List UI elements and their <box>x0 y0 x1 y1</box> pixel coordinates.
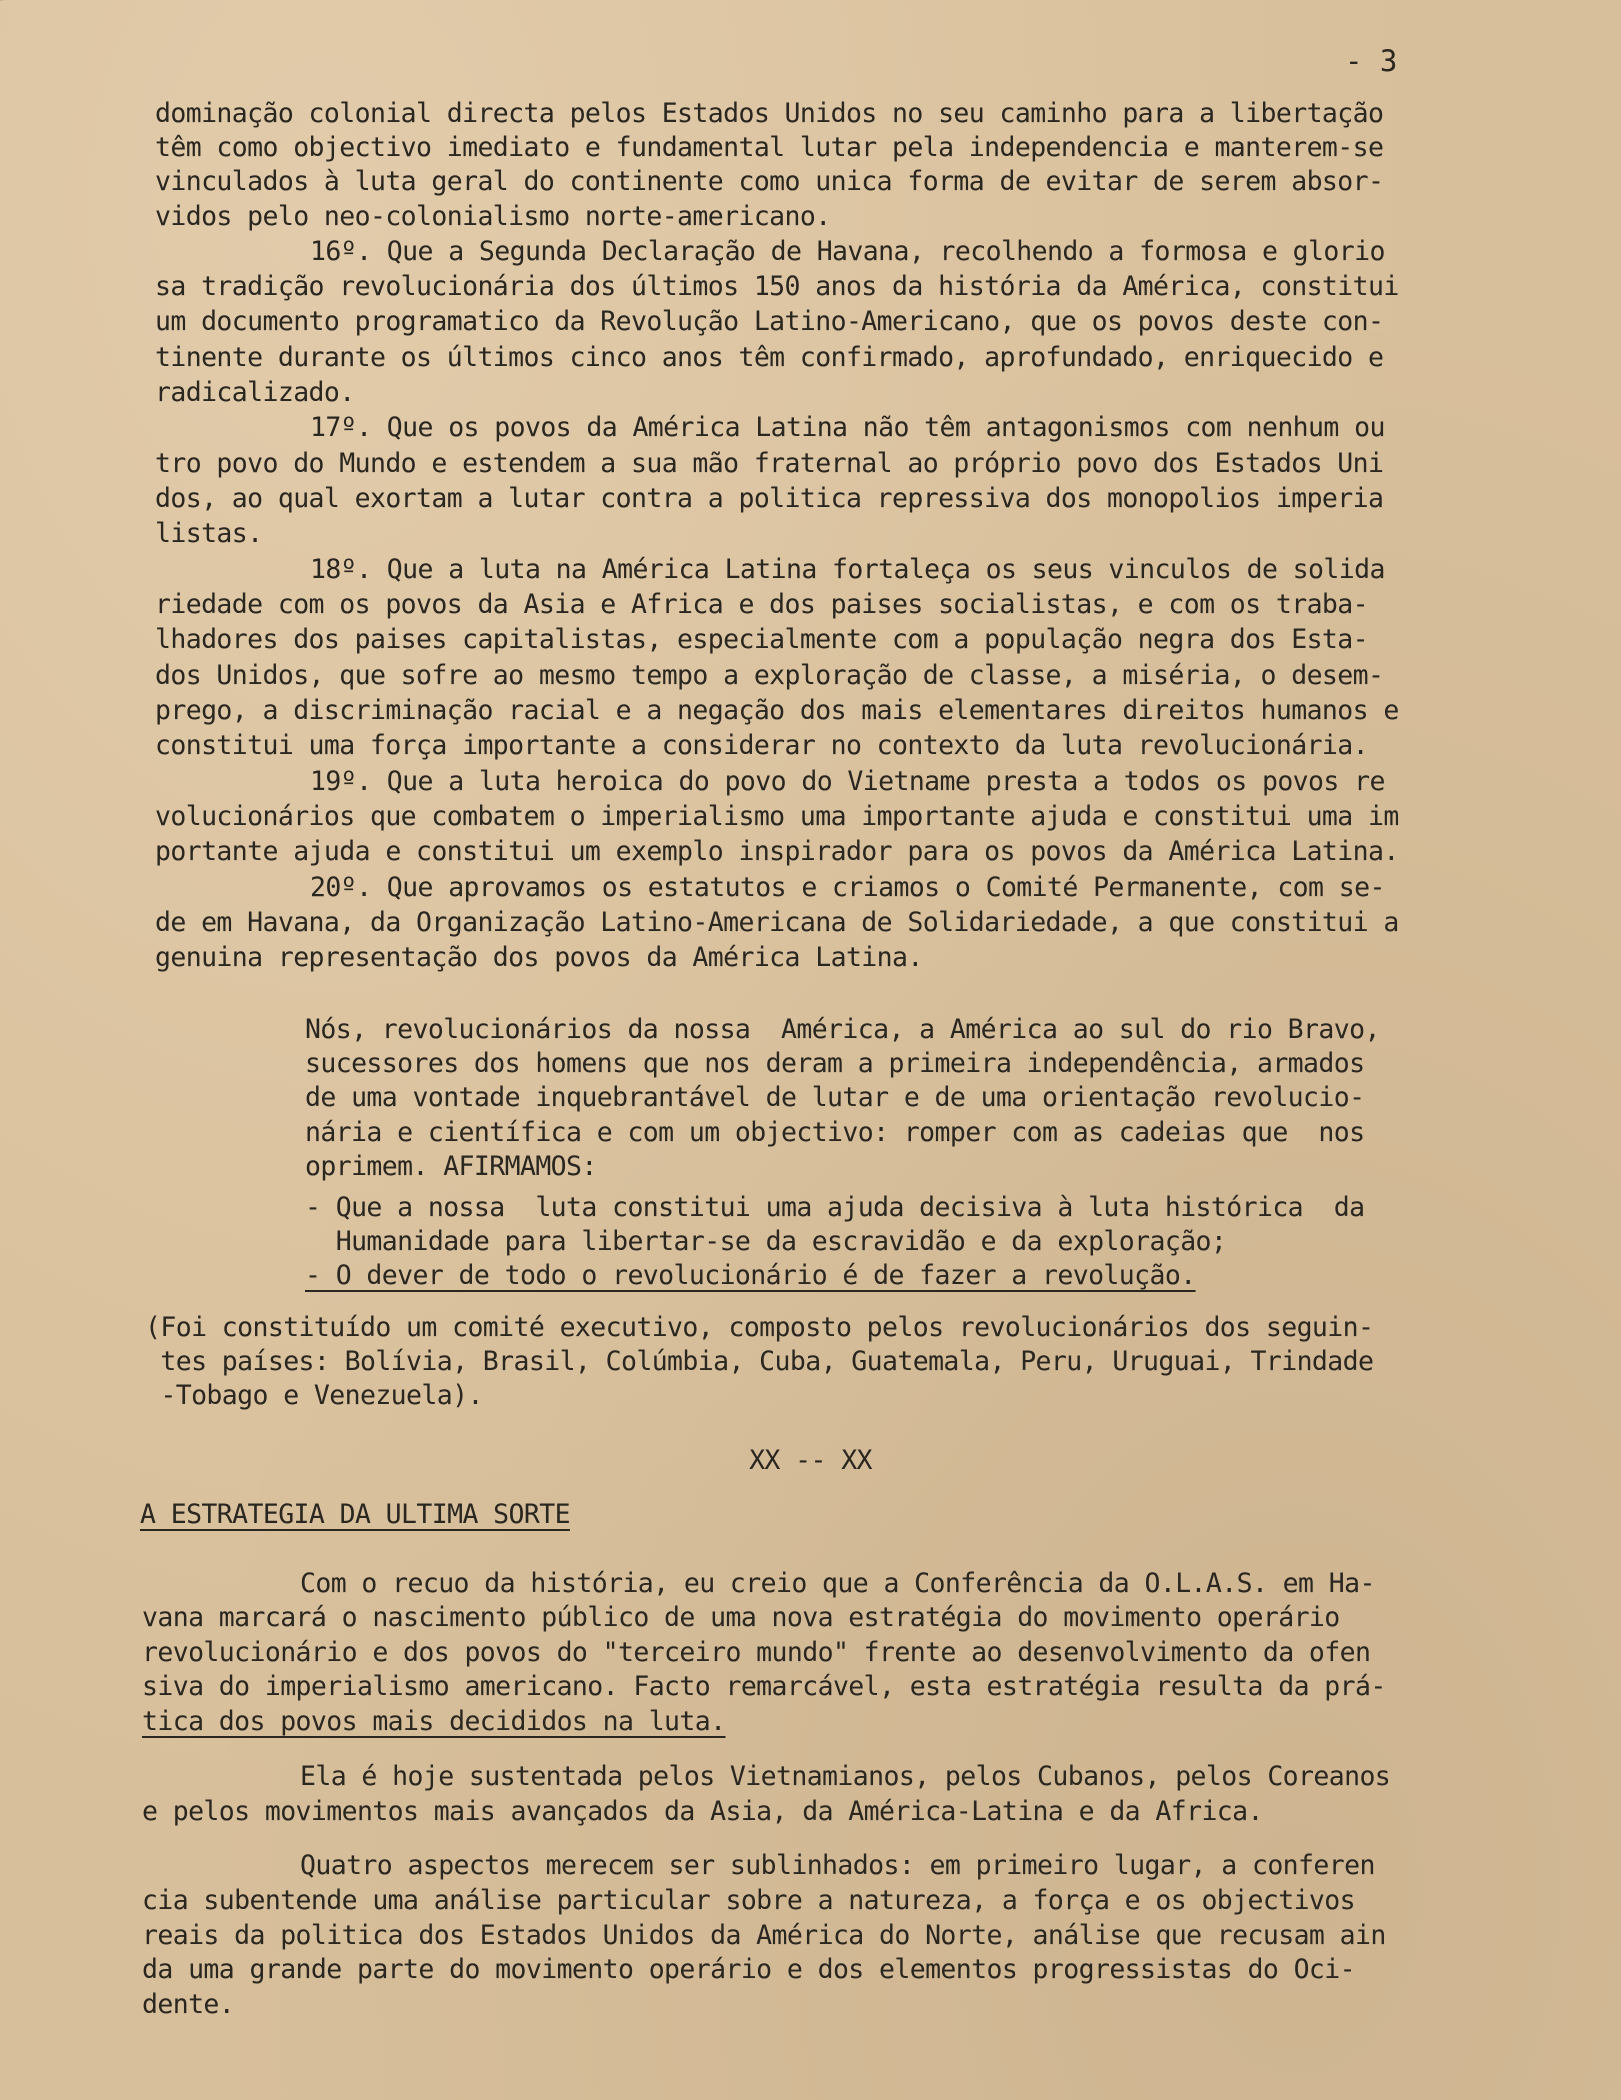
article-line: Com o recuo da história, eu creio que a Conferência da O.L.A.S. em Ha- <box>300 1568 1375 1599</box>
text-line: dominação colonial directa pelos Estados Unidos no seu caminho para a libertação <box>155 98 1384 129</box>
text-line: dos, ao qual exortam a lutar contra a politica repressiva dos monopolios imperia <box>155 483 1384 514</box>
text-line: 16º. Que a Segunda Declaração de Havana, recolhendo a formosa e glorio <box>310 236 1385 267</box>
text-line: um documento programatico da Revolução Latino-Americano, que os povos deste con- <box>155 306 1384 337</box>
text-line: prego, a discriminação racial e a negação dos mais elementares direitos humanos e <box>155 695 1399 726</box>
article-line: Quatro aspectos merecem ser sublinhados: em primeiro lugar, a conferen <box>300 1850 1375 1881</box>
text-line: dos Unidos, que sofre ao mesmo tempo a exploração de classe, a miséria, o desem- <box>155 660 1384 691</box>
declaration-line: - O dever de todo o revolucionário é de fazer a revolução. <box>305 1260 1196 1291</box>
article-line: vana marcará o nascimento público de uma nova estratégia do movimento operário <box>142 1602 1340 1633</box>
article-line: dente. <box>142 1989 235 2020</box>
declaration-line: nária e científica e com um objectivo: romper com as cadeias que nos <box>305 1117 1365 1148</box>
section-separator: XX -- XX <box>749 1445 872 1476</box>
text-line: vidos pelo neo-colonialismo norte-americano. <box>155 201 831 232</box>
note-line: tes países: Bolívia, Brasil, Colúmbia, Cuba, Guatemala, Peru, Uruguai, Trindade <box>145 1346 1374 1377</box>
text-line: tinente durante os últimos cinco anos têm confirmado, aprofundado, enriquecido e <box>155 342 1384 373</box>
text-line: listas. <box>155 518 263 549</box>
declaration-line: de uma vontade inquebrantável de lutar e de uma orientação revolucio- <box>305 1082 1365 1113</box>
text-line: 18º. Que a luta na América Latina fortaleça os seus vinculos de solida <box>310 554 1385 585</box>
article-line: e pelos movimentos mais avançados da Asia, da América-Latina e da Africa. <box>142 1796 1263 1827</box>
article-line: reais da politica dos Estados Unidos da América do Norte, análise que recusam ain <box>142 1920 1386 1951</box>
note-line: (Foi constituído um comité executivo, composto pelos revolucionários dos seguin- <box>145 1312 1374 1343</box>
text-line: riedade com os povos da Asia e Africa e dos paises socialistas, e com os traba- <box>155 589 1368 620</box>
declaration-line: Nós, revolucionários da nossa América, a América ao sul do rio Bravo, <box>305 1014 1380 1045</box>
text-line: lhadores dos paises capitalistas, especialmente com a população negra dos Esta- <box>155 624 1368 655</box>
text-line: genuina representação dos povos da América Latina. <box>155 942 923 973</box>
article-line: da uma grande parte do movimento operário e dos elementos progressistas do Oci- <box>142 1954 1355 1985</box>
article-line: revolucionário e dos povos do "terceiro mundo" frente ao desenvolvimento da ofen <box>142 1637 1371 1668</box>
text-line: têm como objectivo imediato e fundamental lutar pela independencia e manterem-se <box>155 132 1384 163</box>
declaration-line: oprimem. AFIRMAMOS: <box>305 1151 597 1182</box>
text-line: vinculados à luta geral do continente como unica forma de evitar de serem absor- <box>155 166 1384 197</box>
text-line: volucionários que combatem o imperialismo uma importante ajuda e constitui uma im <box>155 801 1399 832</box>
declaration-line: Humanidade para libertar-se da escravidão e da exploração; <box>305 1226 1227 1257</box>
article-line: siva do imperialismo americano. Facto remarcável, esta estratégia resulta da prá- <box>142 1671 1386 1702</box>
paper-crease <box>0 0 81 60</box>
text-line: radicalizado. <box>155 377 355 408</box>
article-line: Ela é hoje sustentada pelos Vietnamianos, pelos Cubanos, pelos Coreanos <box>300 1761 1391 1792</box>
text-line: de em Havana, da Organização Latino-Americana de Solidariedade, a que constitui a <box>155 907 1399 938</box>
note-line: -Tobago e Venezuela). <box>145 1380 483 1411</box>
page-number: - 3 <box>1345 44 1398 78</box>
section-heading: A ESTRATEGIA DA ULTIMA SORTE <box>140 1499 570 1530</box>
text-line: 20º. Que aprovamos os estatutos e criamos o Comité Permanente, com se- <box>310 872 1385 903</box>
text-line: 19º. Que a luta heroica do povo do Vietname presta a todos os povos re <box>310 766 1385 797</box>
text-line: sa tradição revolucionária dos últimos 150 anos da história da América, constitui <box>155 271 1399 302</box>
article-line: cia subentende uma análise particular sobre a natureza, a força e os objectivos <box>142 1885 1355 1916</box>
text-line: portante ajuda e constitui um exemplo inspirador para os povos da América Latina. <box>155 836 1399 867</box>
text-line: tro povo do Mundo e estendem a sua mão fraternal ao próprio povo dos Estados Uni <box>155 448 1384 479</box>
declaration-line: - Que a nossa luta constitui uma ajuda decisiva à luta histórica da <box>305 1192 1365 1223</box>
article-line: tica dos povos mais decididos na luta. <box>142 1706 726 1737</box>
text-line: constitui uma força importante a considerar no contexto da luta revolucionária. <box>155 730 1368 761</box>
text-line: 17º. Que os povos da América Latina não têm antagonismos com nenhum ou <box>310 412 1385 443</box>
declaration-line: sucessores dos homens que nos deram a primeira independência, armados <box>305 1048 1365 1079</box>
